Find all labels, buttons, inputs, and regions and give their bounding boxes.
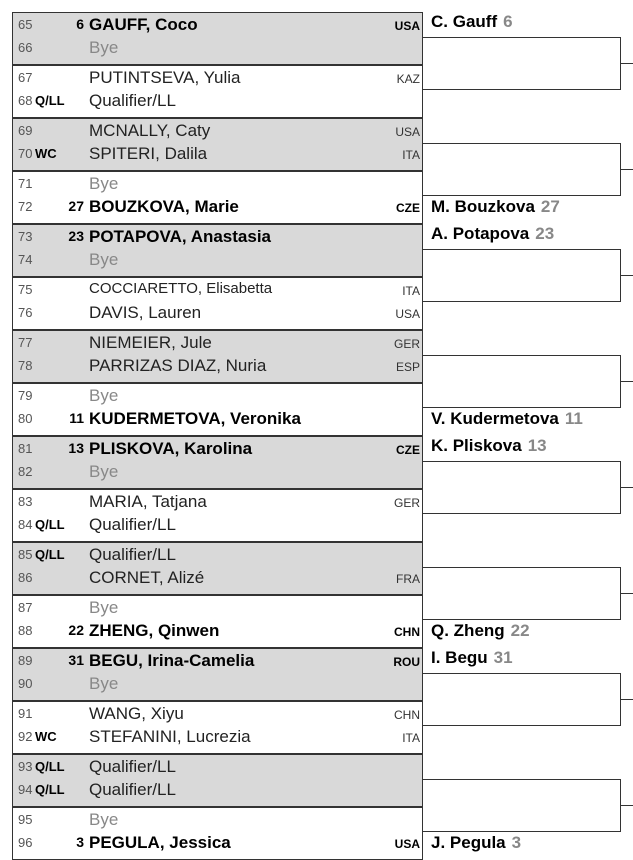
round1-winner[interactable]	[431, 12, 513, 32]
round2-box	[423, 673, 621, 726]
draw-position: 88	[18, 623, 33, 638]
player-name[interactable]: Qualifier/LL	[89, 545, 176, 564]
draw-position: 84	[18, 517, 33, 532]
winner-seed: 27	[540, 197, 560, 216]
player-name[interactable]: POTAPOVA, Anastasia	[89, 227, 272, 246]
draw-line	[13, 779, 424, 803]
draw-position: 76	[18, 305, 33, 320]
draw-position: 73	[18, 229, 33, 244]
player-name[interactable]: CORNET, Alizé	[89, 568, 205, 587]
round1-winner[interactable]	[431, 833, 521, 853]
winner-name: C. Gauff	[431, 12, 498, 31]
draw-line	[13, 543, 424, 567]
draw-position: 81	[18, 441, 33, 456]
connector-line	[621, 805, 633, 806]
draw-line	[13, 143, 424, 167]
draw-position: 72	[18, 199, 33, 214]
draw-line	[13, 249, 424, 273]
player-name[interactable]: STEFANINI, Lucrezia	[89, 727, 251, 746]
draw-line	[13, 172, 424, 196]
match-box	[12, 12, 423, 65]
connector-line	[621, 699, 633, 700]
connector-line	[621, 381, 633, 382]
country-code: CZE	[396, 443, 420, 457]
country-code: USA	[395, 307, 420, 321]
country-code: ROU	[393, 655, 420, 669]
draw-line	[13, 66, 424, 90]
draw-position: 69	[18, 123, 33, 138]
player-name[interactable]: MCNALLY, Caty	[89, 121, 211, 140]
entry-status: Q/LL	[35, 93, 65, 108]
player-name[interactable]: PLISKOVA, Karolina	[89, 439, 253, 458]
winner-name: M. Bouzkova	[431, 197, 535, 216]
round1-winner[interactable]	[431, 648, 513, 668]
draw-position: 94	[18, 782, 33, 797]
country-code: GER	[393, 337, 420, 351]
draw-line	[13, 490, 424, 514]
draw-line	[13, 384, 424, 408]
draw-line	[13, 437, 424, 461]
winner-seed: 11	[564, 409, 583, 428]
player-name[interactable]: Qualifier/LL	[89, 780, 176, 799]
match-box	[12, 754, 423, 807]
country-code: ESP	[395, 360, 420, 374]
round2-box	[423, 355, 621, 408]
draw-line	[13, 90, 424, 114]
round1-winner[interactable]	[431, 621, 530, 641]
winner-name: K. Pliskova	[431, 436, 522, 455]
player-name[interactable]: NIEMEIER, Jule	[89, 333, 212, 352]
match-box	[12, 701, 423, 754]
bye-label: Bye	[89, 810, 119, 829]
connector-line	[621, 169, 633, 170]
country-code: KAZ	[396, 72, 420, 86]
bye-label: Bye	[89, 674, 119, 693]
draw-line	[13, 649, 424, 673]
draw-position: 70	[18, 146, 33, 161]
winner-seed: 13	[527, 436, 547, 455]
draw-position: 89	[18, 653, 33, 668]
country-code: CHN	[394, 625, 420, 639]
draw-position: 83	[18, 494, 33, 509]
draw-position: 66	[18, 40, 33, 55]
country-code: GER	[393, 496, 420, 510]
player-name[interactable]: BOUZKOVA, Marie	[89, 197, 239, 216]
winner-name: A. Potapova	[431, 224, 530, 243]
draw-position: 91	[18, 706, 33, 721]
player-name[interactable]: COCCIARETTO, Elisabetta	[89, 280, 273, 297]
player-name[interactable]: WANG, Xiyu	[89, 704, 184, 723]
draw-line	[13, 808, 424, 832]
entry-status: WC	[35, 146, 57, 161]
player-name[interactable]: Qualifier/LL	[89, 91, 176, 110]
entry-status: Q/LL	[35, 547, 65, 562]
player-name[interactable]: BEGU, Irina-Camelia	[89, 651, 255, 670]
match-box	[12, 383, 423, 436]
country-code: ITA	[402, 148, 420, 162]
bye-label: Bye	[89, 174, 119, 193]
draw-line	[13, 596, 424, 620]
match-box	[12, 648, 423, 701]
match-box	[12, 171, 423, 224]
match-box	[12, 277, 423, 330]
draw-position: 95	[18, 812, 33, 827]
country-code: ITA	[402, 731, 420, 745]
connector-line	[621, 593, 633, 594]
draw-position: 78	[18, 358, 33, 373]
country-code: USA	[394, 19, 420, 33]
round2-box	[423, 567, 621, 620]
round2-box	[423, 461, 621, 514]
seed-number: 27	[68, 198, 84, 214]
draw-line	[13, 567, 424, 591]
match-box	[12, 436, 423, 489]
entry-status: Q/LL	[35, 782, 65, 797]
round1-winner[interactable]	[431, 409, 583, 429]
draw-line	[13, 755, 424, 779]
round2-box	[423, 37, 621, 90]
match-box	[12, 595, 423, 648]
match-box	[12, 489, 423, 542]
seed-number: 3	[76, 834, 84, 850]
draw-line	[13, 514, 424, 538]
draw-position: 77	[18, 335, 33, 350]
round2-box	[423, 779, 621, 832]
seed-number: 13	[68, 440, 84, 456]
draw-position: 82	[18, 464, 33, 479]
bye-label: Bye	[89, 462, 119, 481]
draw-line	[13, 620, 424, 644]
draw-line	[13, 461, 424, 485]
winner-seed: 23	[535, 224, 555, 243]
draw-position: 65	[18, 17, 33, 32]
draw-position: 75	[18, 282, 33, 297]
country-code: FRA	[396, 572, 420, 586]
winner-seed: 31	[493, 648, 513, 667]
bye-label: Bye	[89, 598, 119, 617]
player-name[interactable]: PEGULA, Jessica	[89, 833, 231, 852]
draw-line	[13, 302, 424, 326]
draw-line	[13, 702, 424, 726]
draw-line	[13, 278, 424, 302]
player-name[interactable]: ZHENG, Qinwen	[89, 621, 220, 640]
player-name[interactable]: GAUFF, Coco	[89, 15, 198, 34]
connector-line	[621, 487, 633, 488]
draw-position: 96	[18, 835, 33, 850]
seed-number: 6	[76, 16, 84, 32]
entry-status: Q/LL	[35, 759, 65, 774]
player-name[interactable]: SPITERI, Dalila	[89, 144, 208, 163]
draw-position: 74	[18, 252, 33, 267]
country-code: CZE	[396, 201, 420, 215]
match-box	[12, 330, 423, 383]
draw-line	[13, 726, 424, 750]
winner-seed: 3	[511, 833, 522, 852]
draw-position: 80	[18, 411, 33, 426]
round2-box	[423, 143, 621, 196]
draw-line	[13, 225, 424, 249]
draw-line	[13, 37, 424, 61]
match-box	[12, 65, 423, 118]
entry-status: Q/LL	[35, 517, 65, 532]
country-code: USA	[395, 125, 420, 139]
round1-winner[interactable]	[431, 224, 554, 244]
entry-status: WC	[35, 729, 57, 744]
bye-label: Bye	[89, 386, 119, 405]
seed-number: 22	[68, 622, 84, 638]
draw-line	[13, 355, 424, 379]
bye-label: Bye	[89, 250, 119, 269]
winner-seed: 22	[510, 621, 530, 640]
match-box	[12, 224, 423, 277]
draw-position: 86	[18, 570, 33, 585]
round2-box	[423, 249, 621, 302]
winner-name: V. Kudermetova	[431, 409, 559, 428]
draw-position: 90	[18, 676, 33, 691]
draw-position: 68	[18, 93, 33, 108]
seed-number: 11	[69, 410, 84, 426]
draw-position: 87	[18, 600, 33, 615]
seed-number: 31	[68, 652, 84, 668]
draw-position: 79	[18, 388, 33, 403]
round1-winner[interactable]	[431, 197, 560, 217]
draw-position: 85	[18, 547, 33, 562]
player-name[interactable]: PUTINTSEVA, Yulia	[89, 68, 241, 87]
player-name[interactable]: MARIA, Tatjana	[89, 492, 207, 511]
round1-winner[interactable]	[431, 436, 547, 456]
player-name[interactable]: PARRIZAS DIAZ, Nuria	[89, 356, 267, 375]
seed-number: 23	[68, 228, 84, 244]
match-box	[12, 807, 423, 860]
draw-line	[13, 119, 424, 143]
connector-line	[621, 275, 633, 276]
player-name[interactable]: Qualifier/LL	[89, 757, 176, 776]
winner-name: I. Begu	[431, 648, 488, 667]
player-name[interactable]: Qualifier/LL	[89, 515, 176, 534]
connector-line	[621, 63, 633, 64]
draw-position: 92	[18, 729, 33, 744]
draw-line	[13, 832, 424, 856]
draw-line	[13, 408, 424, 432]
player-name[interactable]: KUDERMETOVA, Veronika	[89, 409, 301, 428]
winner-name: J. Pegula	[431, 833, 506, 852]
draw-position: 71	[18, 176, 33, 191]
match-box	[12, 542, 423, 595]
draw-line	[13, 331, 424, 355]
bye-label: Bye	[89, 38, 119, 57]
winner-name: Q. Zheng	[431, 621, 505, 640]
draw-position: 67	[18, 70, 33, 85]
draw-line	[13, 196, 424, 220]
winner-seed: 6	[503, 12, 513, 31]
country-code: CHN	[394, 708, 420, 722]
country-code: USA	[394, 837, 420, 851]
player-name[interactable]: DAVIS, Lauren	[89, 303, 202, 322]
draw-line	[13, 673, 424, 697]
country-code: ITA	[402, 284, 420, 298]
match-box	[12, 118, 423, 171]
draw-line	[13, 13, 424, 37]
draw-position: 93	[18, 759, 33, 774]
